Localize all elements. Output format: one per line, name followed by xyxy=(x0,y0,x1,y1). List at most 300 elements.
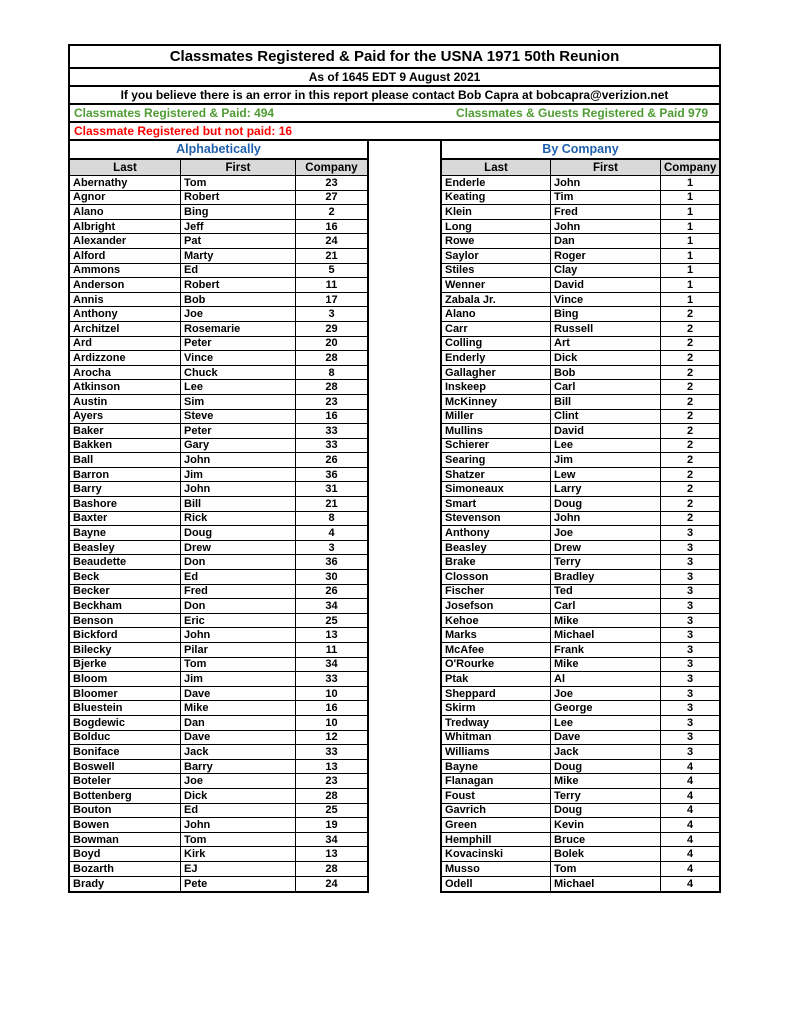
table-row xyxy=(442,234,719,249)
cell-last: Bloom xyxy=(70,672,181,687)
table-row xyxy=(70,176,367,191)
cell-first: Art xyxy=(551,336,661,351)
table-row xyxy=(70,672,367,687)
cell-last: Baker xyxy=(70,424,181,439)
table-row xyxy=(70,686,367,701)
cell-company: 12 xyxy=(296,730,368,745)
cell-first: Doug xyxy=(551,759,661,774)
cell-first: EJ xyxy=(181,861,296,876)
cell-first: Roger xyxy=(551,248,661,263)
cell-company: 3 xyxy=(296,540,368,555)
cell-company: 26 xyxy=(296,584,368,599)
table-row xyxy=(70,292,367,307)
table-row xyxy=(70,482,367,497)
table-row xyxy=(70,497,367,512)
cell-last: Gallagher xyxy=(442,365,551,380)
cell-company: 11 xyxy=(296,643,368,658)
cell-company: 33 xyxy=(296,438,368,453)
cell-last: Bottenberg xyxy=(70,788,181,803)
cell-company: 8 xyxy=(296,511,368,526)
table-row xyxy=(442,861,719,876)
table-row xyxy=(442,715,719,730)
table-row xyxy=(442,847,719,862)
cell-last: Anderson xyxy=(70,278,181,293)
cell-first: Terry xyxy=(551,788,661,803)
cell-last: Stiles xyxy=(442,263,551,278)
cell-last: Beckham xyxy=(70,599,181,614)
cell-first: John xyxy=(181,453,296,468)
cell-company: 28 xyxy=(296,351,368,366)
report-header xyxy=(68,44,721,141)
cell-last: Closson xyxy=(442,570,551,585)
cell-last: O'Rourke xyxy=(442,657,551,672)
cell-last: Enderly xyxy=(442,351,551,366)
cell-last: Bayne xyxy=(442,759,551,774)
table-title: Alphabetically xyxy=(70,141,367,160)
table-row xyxy=(442,628,719,643)
cell-last: Albright xyxy=(70,219,181,234)
cell-last: Green xyxy=(442,818,551,833)
table-row xyxy=(442,511,719,526)
cell-company: 24 xyxy=(296,876,368,891)
cell-first: Jim xyxy=(181,467,296,482)
table-row xyxy=(70,803,367,818)
cell-company: 34 xyxy=(296,599,368,614)
cell-first: Peter xyxy=(181,336,296,351)
table-row xyxy=(70,394,367,409)
cell-last: Bayne xyxy=(70,526,181,541)
cell-company: 2 xyxy=(661,511,720,526)
cell-company: 3 xyxy=(661,672,720,687)
table-row xyxy=(70,511,367,526)
table-row xyxy=(70,701,367,716)
cell-first: David xyxy=(551,278,661,293)
not-paid-stat: Classmate Registered but not paid: 16 xyxy=(74,124,293,138)
cell-company: 3 xyxy=(661,628,720,643)
cell-company: 3 xyxy=(661,745,720,760)
cell-first: Larry xyxy=(551,482,661,497)
table-row xyxy=(70,570,367,585)
cell-first: Carl xyxy=(551,599,661,614)
cell-first: Vince xyxy=(181,351,296,366)
cell-company: 31 xyxy=(296,482,368,497)
cell-company: 10 xyxy=(296,686,368,701)
cell-first: John xyxy=(181,628,296,643)
table-row xyxy=(442,365,719,380)
cell-company: 16 xyxy=(296,701,368,716)
cell-first: Bolek xyxy=(551,847,661,862)
cell-company: 34 xyxy=(296,657,368,672)
cell-last: Simoneaux xyxy=(442,482,551,497)
table-row xyxy=(70,628,367,643)
cell-first: Mike xyxy=(551,613,661,628)
cell-last: Keating xyxy=(442,190,551,205)
cell-first: Gary xyxy=(181,438,296,453)
cell-last: Gavrich xyxy=(442,803,551,818)
table-row xyxy=(70,219,367,234)
cell-company: 28 xyxy=(296,861,368,876)
cell-first: Lee xyxy=(181,380,296,395)
cell-first: Ted xyxy=(551,584,661,599)
cell-first: John xyxy=(181,482,296,497)
cell-company: 1 xyxy=(661,205,720,220)
cell-last: Bozarth xyxy=(70,861,181,876)
cell-first: Bradley xyxy=(551,570,661,585)
cell-company: 1 xyxy=(661,219,720,234)
table-row xyxy=(70,526,367,541)
cell-company: 1 xyxy=(661,248,720,263)
stats-row xyxy=(70,105,719,123)
cell-last: McKinney xyxy=(442,394,551,409)
cell-company: 3 xyxy=(661,715,720,730)
cell-last: Bowman xyxy=(70,832,181,847)
cell-company: 1 xyxy=(661,176,720,191)
cell-first: John xyxy=(551,511,661,526)
cell-first: Terry xyxy=(551,555,661,570)
cell-company: 2 xyxy=(661,336,720,351)
cell-first: Lee xyxy=(551,715,661,730)
cell-company: 2 xyxy=(661,467,720,482)
table-alphabetically xyxy=(68,141,369,893)
cell-last: Sheppard xyxy=(442,686,551,701)
table-row xyxy=(442,321,719,336)
table-row xyxy=(70,438,367,453)
cell-first: Al xyxy=(551,672,661,687)
table-row xyxy=(442,409,719,424)
cell-first: Tom xyxy=(551,861,661,876)
table-row xyxy=(442,394,719,409)
table-row xyxy=(70,876,367,891)
not-paid-row xyxy=(70,123,719,139)
column-header-company: Company xyxy=(661,160,720,176)
cell-first: Bob xyxy=(551,365,661,380)
cell-first: Barry xyxy=(181,759,296,774)
table-row xyxy=(70,467,367,482)
cell-last: Inskeep xyxy=(442,380,551,395)
table-row xyxy=(70,643,367,658)
cell-last: Bilecky xyxy=(70,643,181,658)
cell-company: 25 xyxy=(296,613,368,628)
cell-first: Dick xyxy=(181,788,296,803)
cell-last: Bashore xyxy=(70,497,181,512)
cell-company: 3 xyxy=(661,540,720,555)
cell-company: 21 xyxy=(296,248,368,263)
table-row xyxy=(442,584,719,599)
table-row xyxy=(442,672,719,687)
cell-last: Ard xyxy=(70,336,181,351)
cell-last: Boniface xyxy=(70,745,181,760)
cell-last: Ptak xyxy=(442,672,551,687)
cell-last: Abernathy xyxy=(70,176,181,191)
cell-first: Dave xyxy=(551,730,661,745)
table-row xyxy=(70,555,367,570)
cell-last: Musso xyxy=(442,861,551,876)
cell-company: 2 xyxy=(661,453,720,468)
column-header-last: Last xyxy=(442,160,551,176)
cell-company: 20 xyxy=(296,336,368,351)
cell-first: Don xyxy=(181,599,296,614)
table-row xyxy=(70,788,367,803)
table-row xyxy=(70,657,367,672)
cell-company: 24 xyxy=(296,234,368,249)
table-by-company xyxy=(440,141,721,893)
table-row xyxy=(442,380,719,395)
cell-company: 11 xyxy=(296,278,368,293)
cell-first: Tim xyxy=(551,190,661,205)
column-header-row xyxy=(70,160,367,176)
cell-company: 8 xyxy=(296,365,368,380)
column-header-first: First xyxy=(181,160,296,176)
table-row xyxy=(442,482,719,497)
cell-last: Beaudette xyxy=(70,555,181,570)
cell-first: Bing xyxy=(551,307,661,322)
column-header-first: First xyxy=(551,160,661,176)
table-row xyxy=(70,205,367,220)
cell-first: Tom xyxy=(181,832,296,847)
cell-company: 25 xyxy=(296,803,368,818)
table-row xyxy=(442,248,719,263)
cell-last: Arocha xyxy=(70,365,181,380)
cell-company: 5 xyxy=(296,263,368,278)
cell-last: Bakken xyxy=(70,438,181,453)
table-row xyxy=(70,774,367,789)
table-row xyxy=(442,730,719,745)
table-row xyxy=(70,278,367,293)
report-title: Classmates Registered & Paid for the USNA 1971 50th Reunion xyxy=(70,46,719,69)
cell-company: 26 xyxy=(296,453,368,468)
cell-last: Klein xyxy=(442,205,551,220)
cell-last: Anthony xyxy=(442,526,551,541)
cell-first: Don xyxy=(181,555,296,570)
cell-first: Drew xyxy=(551,540,661,555)
table-row xyxy=(442,774,719,789)
table-row xyxy=(442,176,719,191)
cell-last: Bouton xyxy=(70,803,181,818)
cell-first: John xyxy=(551,176,661,191)
cell-last: Mullins xyxy=(442,424,551,439)
cell-company: 3 xyxy=(661,584,720,599)
cell-first: Chuck xyxy=(181,365,296,380)
column-header-company: Company xyxy=(296,160,368,176)
cell-first: Russell xyxy=(551,321,661,336)
cell-last: Shatzer xyxy=(442,467,551,482)
table-row xyxy=(70,336,367,351)
cell-company: 23 xyxy=(296,176,368,191)
cell-first: Lew xyxy=(551,467,661,482)
cell-first: Clay xyxy=(551,263,661,278)
cell-first: Joe xyxy=(181,307,296,322)
cell-company: 3 xyxy=(661,570,720,585)
cell-last: Brady xyxy=(70,876,181,891)
cell-last: Stevenson xyxy=(442,511,551,526)
table-row xyxy=(442,788,719,803)
cell-last: Marks xyxy=(442,628,551,643)
report-document xyxy=(68,44,721,893)
cell-last: Barron xyxy=(70,467,181,482)
cell-first: Dick xyxy=(551,351,661,366)
cell-company: 4 xyxy=(661,861,720,876)
table-row xyxy=(70,730,367,745)
cell-company: 36 xyxy=(296,467,368,482)
table-row xyxy=(442,278,719,293)
cell-last: Ardizzone xyxy=(70,351,181,366)
cell-last: Zabala Jr. xyxy=(442,292,551,307)
cell-last: Brake xyxy=(442,555,551,570)
cell-first: Mike xyxy=(181,701,296,716)
table-row xyxy=(442,876,719,891)
cell-first: Bill xyxy=(181,497,296,512)
cell-first: Steve xyxy=(181,409,296,424)
cell-last: Beck xyxy=(70,570,181,585)
cell-last: Bowen xyxy=(70,818,181,833)
cell-last: Benson xyxy=(70,613,181,628)
table-row xyxy=(442,759,719,774)
table-row xyxy=(442,832,719,847)
table-row xyxy=(70,409,367,424)
cell-last: Rowe xyxy=(442,234,551,249)
cell-first: Robert xyxy=(181,190,296,205)
table-row xyxy=(70,599,367,614)
table-row xyxy=(442,336,719,351)
cell-company: 34 xyxy=(296,832,368,847)
cell-company: 4 xyxy=(296,526,368,541)
cell-first: Dan xyxy=(181,715,296,730)
cell-first: Frank xyxy=(551,643,661,658)
cell-last: Beasley xyxy=(442,540,551,555)
roster-table xyxy=(442,160,719,891)
table-row xyxy=(442,613,719,628)
cell-company: 1 xyxy=(661,190,720,205)
table-row xyxy=(442,643,719,658)
column-header-row xyxy=(442,160,719,176)
table-row xyxy=(70,365,367,380)
cell-company: 16 xyxy=(296,219,368,234)
cell-first: John xyxy=(551,219,661,234)
cell-first: Sim xyxy=(181,394,296,409)
cell-last: Long xyxy=(442,219,551,234)
cell-company: 4 xyxy=(661,876,720,891)
cell-first: Jack xyxy=(551,745,661,760)
cell-last: Alano xyxy=(70,205,181,220)
cell-company: 2 xyxy=(661,380,720,395)
cell-company: 4 xyxy=(661,803,720,818)
cell-last: Bloomer xyxy=(70,686,181,701)
cell-last: Anthony xyxy=(70,307,181,322)
cell-company: 2 xyxy=(661,307,720,322)
cell-company: 19 xyxy=(296,818,368,833)
cell-first: Jim xyxy=(181,672,296,687)
cell-company: 4 xyxy=(661,847,720,862)
cell-last: Kovacinski xyxy=(442,847,551,862)
cell-company: 33 xyxy=(296,672,368,687)
cell-company: 4 xyxy=(661,832,720,847)
cell-first: Robert xyxy=(181,278,296,293)
cell-company: 23 xyxy=(296,394,368,409)
cell-first: Ed xyxy=(181,570,296,585)
cell-company: 10 xyxy=(296,715,368,730)
cell-first: Marty xyxy=(181,248,296,263)
table-row xyxy=(442,497,719,512)
table-row xyxy=(442,803,719,818)
cell-last: Boteler xyxy=(70,774,181,789)
cell-first: Jack xyxy=(181,745,296,760)
table-row xyxy=(442,657,719,672)
cell-first: Joe xyxy=(181,774,296,789)
cell-company: 2 xyxy=(661,351,720,366)
cell-first: Fred xyxy=(551,205,661,220)
cell-last: Josefson xyxy=(442,599,551,614)
cell-first: Doug xyxy=(551,803,661,818)
cell-last: Kehoe xyxy=(442,613,551,628)
cell-company: 3 xyxy=(661,555,720,570)
cell-last: Boyd xyxy=(70,847,181,862)
cell-last: Boswell xyxy=(70,759,181,774)
cell-first: Peter xyxy=(181,424,296,439)
cell-first: Bob xyxy=(181,292,296,307)
table-row xyxy=(70,263,367,278)
cell-company: 3 xyxy=(661,599,720,614)
cell-company: 2 xyxy=(661,365,720,380)
cell-last: Bluestein xyxy=(70,701,181,716)
cell-company: 13 xyxy=(296,847,368,862)
cell-first: Rosemarie xyxy=(181,321,296,336)
cell-company: 27 xyxy=(296,190,368,205)
table-row xyxy=(442,540,719,555)
cell-company: 4 xyxy=(661,759,720,774)
cell-last: Austin xyxy=(70,394,181,409)
table-row xyxy=(442,351,719,366)
cell-company: 1 xyxy=(661,263,720,278)
cell-company: 30 xyxy=(296,570,368,585)
table-row xyxy=(442,745,719,760)
table-row xyxy=(70,321,367,336)
table-row xyxy=(70,745,367,760)
cell-company: 23 xyxy=(296,774,368,789)
cell-company: 3 xyxy=(661,701,720,716)
cell-company: 3 xyxy=(296,307,368,322)
cell-company: 13 xyxy=(296,759,368,774)
table-row xyxy=(70,248,367,263)
cell-first: Doug xyxy=(181,526,296,541)
cell-last: McAfee xyxy=(442,643,551,658)
cell-last: Architzel xyxy=(70,321,181,336)
table-row xyxy=(70,453,367,468)
table-row xyxy=(70,380,367,395)
cell-last: Bjerke xyxy=(70,657,181,672)
cell-first: Eric xyxy=(181,613,296,628)
table-row xyxy=(442,453,719,468)
cell-first: Jeff xyxy=(181,219,296,234)
cell-company: 33 xyxy=(296,424,368,439)
table-row xyxy=(442,219,719,234)
cell-company: 3 xyxy=(661,526,720,541)
cell-last: Saylor xyxy=(442,248,551,263)
cell-first: Dan xyxy=(551,234,661,249)
cell-first: Joe xyxy=(551,526,661,541)
cell-company: 4 xyxy=(661,788,720,803)
cell-last: Enderle xyxy=(442,176,551,191)
roster-table xyxy=(70,160,367,891)
cell-company: 2 xyxy=(661,394,720,409)
cell-company: 16 xyxy=(296,409,368,424)
cell-last: Miller xyxy=(442,409,551,424)
cell-company: 28 xyxy=(296,380,368,395)
cell-company: 3 xyxy=(661,613,720,628)
cell-first: Joe xyxy=(551,686,661,701)
cell-last: Beasley xyxy=(70,540,181,555)
cell-first: Michael xyxy=(551,628,661,643)
cell-first: Doug xyxy=(551,497,661,512)
